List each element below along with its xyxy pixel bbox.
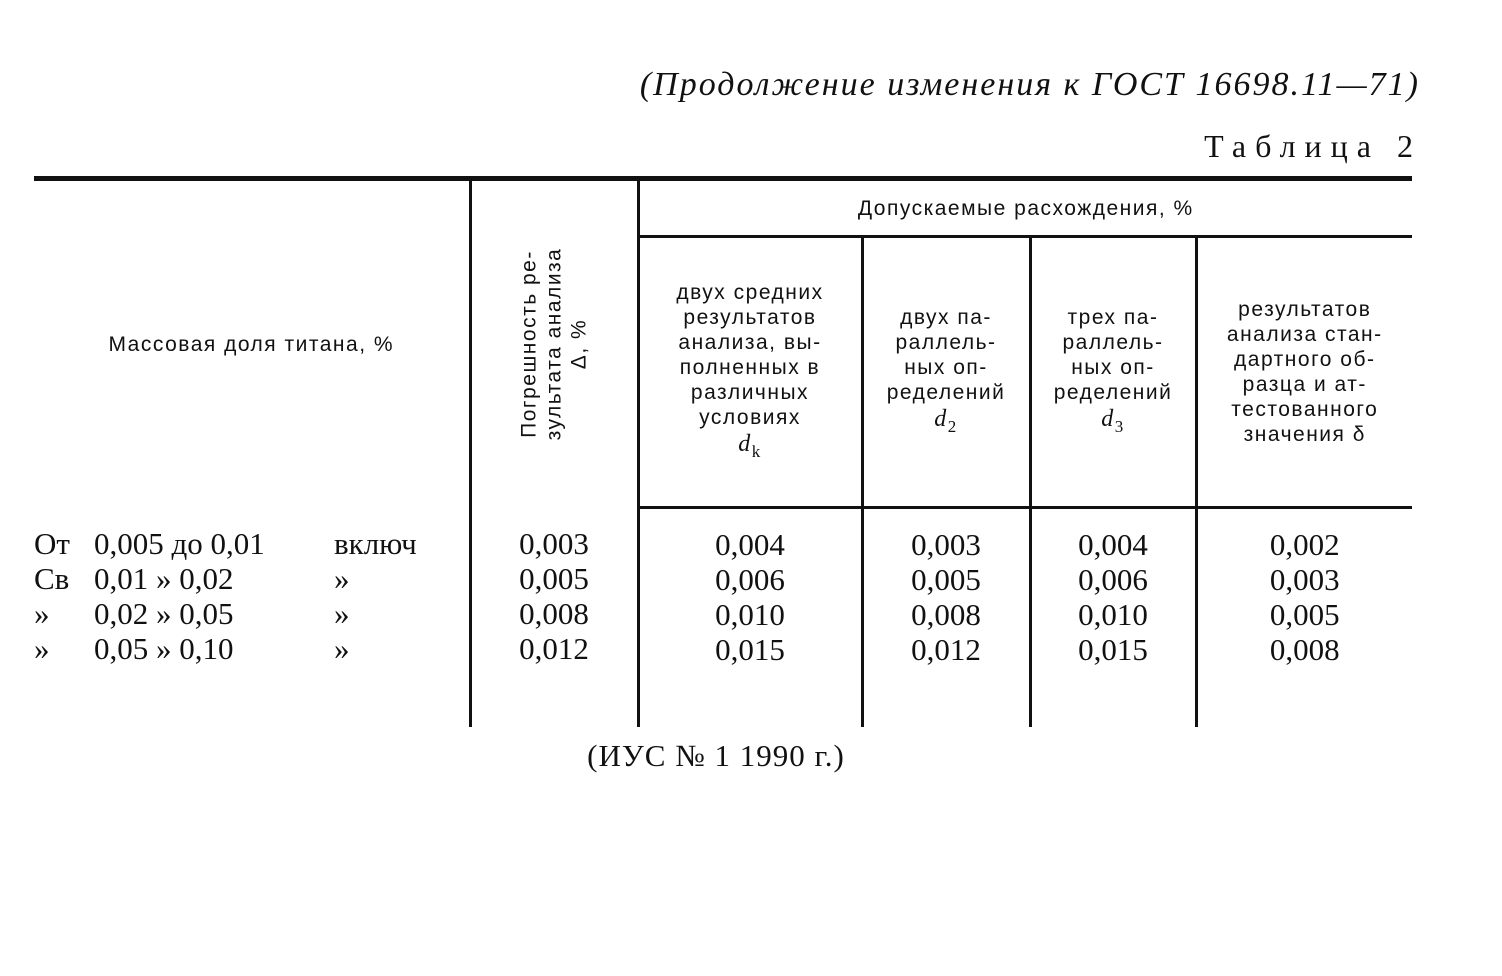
- range-line: Св 0,01 » 0,02 »: [34, 560, 350, 596]
- header-error: [470, 179, 638, 508]
- delta-value: 0,008: [1269, 632, 1340, 667]
- delta-value: 0,005: [1269, 597, 1340, 632]
- delta-values-cell: [1196, 508, 1412, 728]
- header-dk-text: двух средних результатов анализа, вы- полненных в различных условиях: [676, 281, 824, 430]
- d3-value: 0,006: [1078, 562, 1148, 597]
- header-error-text: Погрешность ре- зультата анализа Δ, %: [517, 247, 591, 441]
- header-allowed-discrepancies: Допускаемые расхождения, %: [638, 179, 1412, 237]
- delta-value: 0,002: [1269, 527, 1340, 562]
- mass-range-cell: [34, 508, 470, 728]
- range-line: » 0,02 » 0,05 »: [34, 595, 350, 631]
- header-mass-fraction: Массовая доля титана, %: [108, 332, 395, 356]
- header-d3-symbol: $d_3$: [1101, 406, 1125, 436]
- header-d2-text: двух па- раллель- ных оп- ределений: [886, 306, 1006, 405]
- d2-value: 0,005: [911, 562, 981, 597]
- error-value: 0,005: [519, 560, 589, 596]
- dk-value: 0,006: [715, 562, 785, 597]
- d2-value: 0,008: [911, 597, 981, 632]
- d3-value: 0,015: [1078, 632, 1148, 667]
- dk-value: 0,015: [715, 632, 785, 667]
- header-dk: [638, 237, 862, 508]
- error-value: 0,008: [519, 595, 589, 631]
- header-dk-symbol: $d_k$: [738, 431, 762, 461]
- d2-value: 0,012: [911, 632, 981, 667]
- header-d3: [1030, 237, 1196, 508]
- error-value: 0,012: [519, 630, 589, 666]
- range-line: » 0,05 » 0,10 »: [34, 630, 350, 666]
- error-values-cell: [470, 508, 638, 728]
- d3-value: 0,010: [1078, 597, 1148, 632]
- d3-value: 0,004: [1078, 527, 1148, 562]
- header-delta-text: результатов анализа стан- дартного об- разца и ат- тестованного значения δ: [1226, 298, 1383, 446]
- dk-value: 0,010: [715, 597, 785, 632]
- range-line: От 0,005 до 0,01 включ: [34, 525, 417, 561]
- error-value: 0,003: [519, 525, 589, 561]
- header-delta: [1196, 237, 1412, 508]
- d2-value: 0,003: [911, 527, 981, 562]
- dk-value: 0,004: [715, 527, 785, 562]
- tolerance-table: [34, 176, 1412, 727]
- source-reference: [0, 738, 1502, 774]
- header-d3-text: трех па- раллель- ных оп- ределений: [1053, 306, 1173, 405]
- d2-values-cell: [862, 508, 1030, 728]
- continuation-note: (Продолжение изменения к ГОСТ 16698.11—71): [639, 66, 1420, 103]
- delta-value: 0,003: [1269, 562, 1340, 597]
- header-d2-symbol: $d_2$: [934, 406, 958, 436]
- table-body-row: [34, 508, 1412, 728]
- dk-values-cell: [638, 508, 862, 728]
- d3-values-cell: [1030, 508, 1196, 728]
- source-reference-text: (ИУС № 1 1990 г.): [587, 738, 845, 773]
- table-number: Таблица 2: [1204, 128, 1422, 164]
- header-d2: [862, 237, 1030, 508]
